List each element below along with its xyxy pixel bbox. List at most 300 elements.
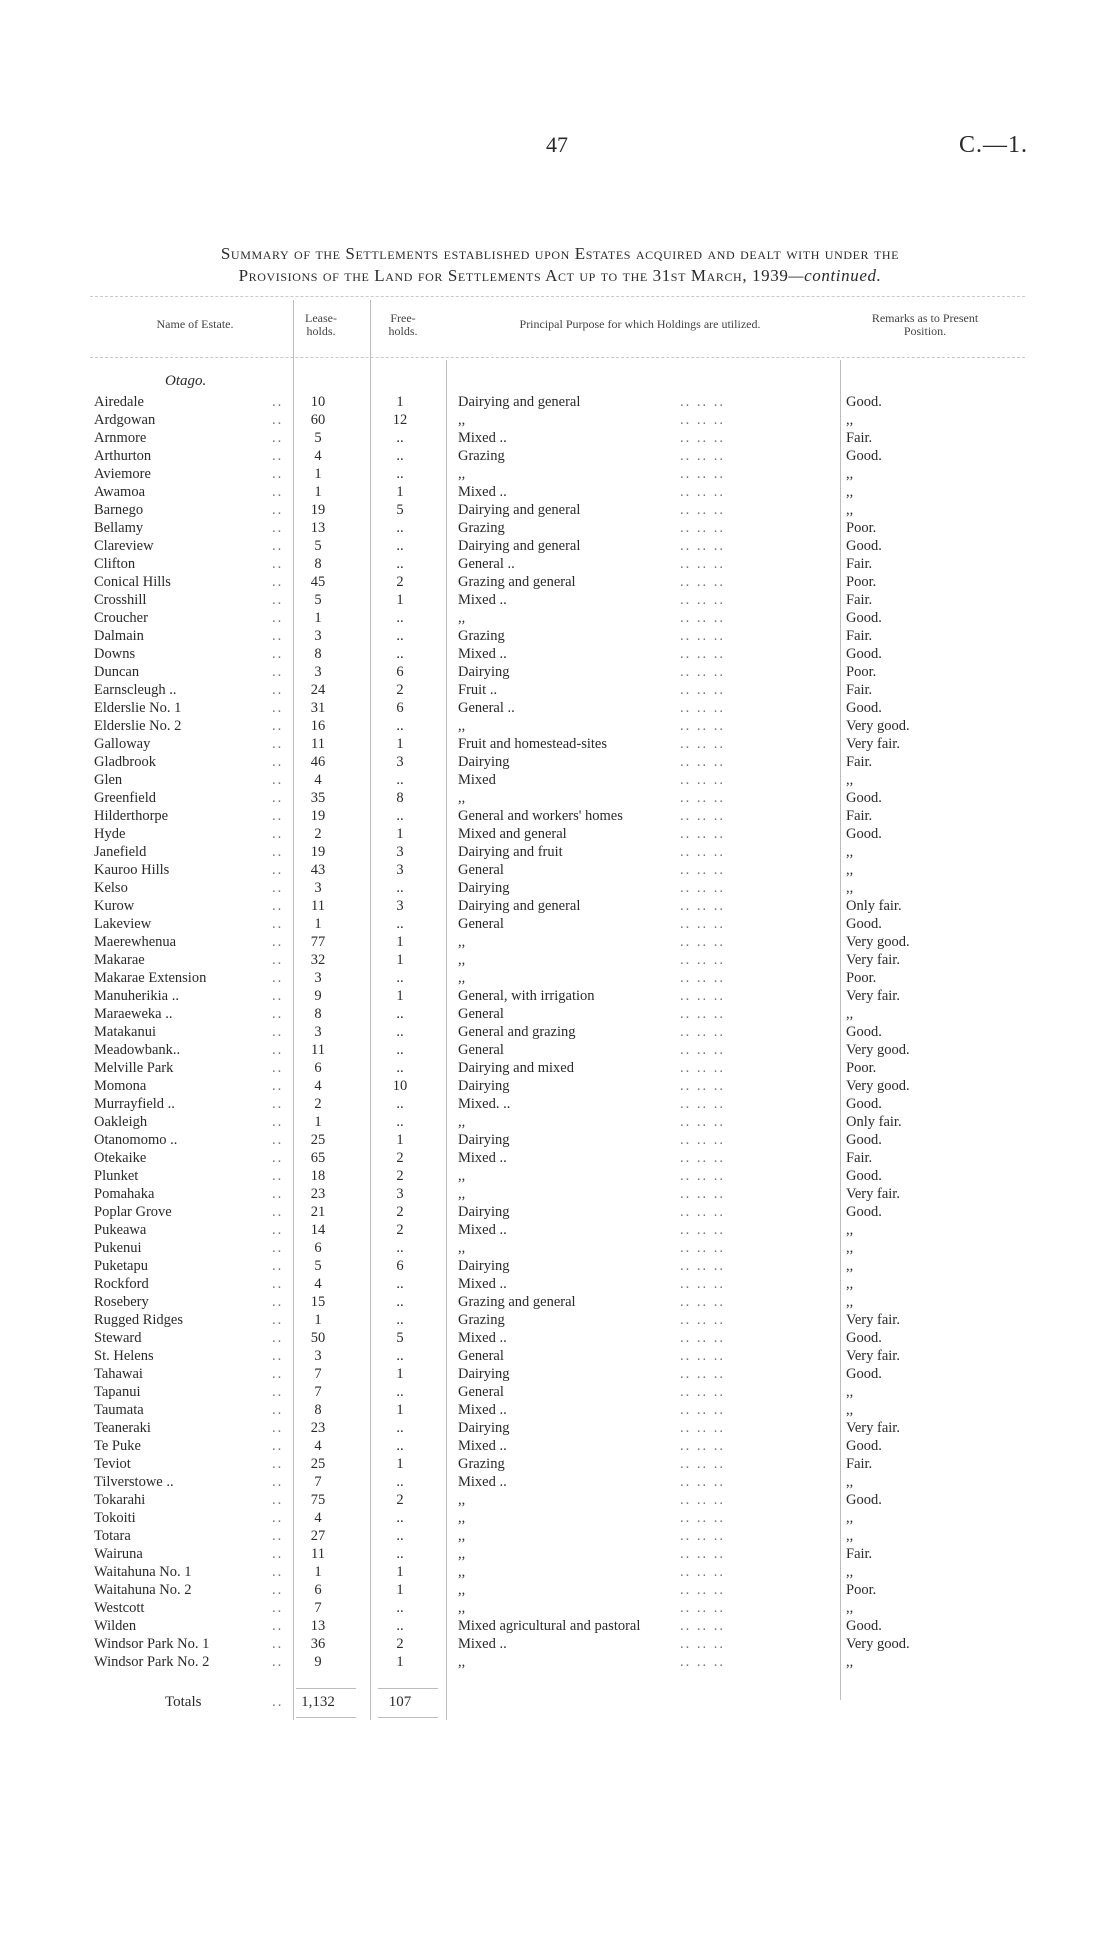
leader-dots: ..	[272, 1060, 284, 1076]
estate-name: Airedale	[94, 394, 144, 410]
leader-dots: .. .. ..	[680, 664, 725, 680]
leader-dots: ..	[272, 1312, 284, 1328]
leaseholds-cell: 1	[314, 610, 322, 626]
purpose-cell: ,,	[458, 412, 466, 428]
leader-dots: ..	[272, 1564, 284, 1580]
leader-dots: ..	[272, 1222, 284, 1238]
estate-name: Pukenui	[94, 1240, 142, 1256]
freeholds-cell: ..	[396, 1510, 404, 1526]
freeholds-cell: ..	[396, 772, 404, 788]
purpose-cell: Mixed ..	[458, 1474, 507, 1490]
leaseholds-cell: 16	[310, 718, 326, 734]
purpose-cell: Dairying and general	[458, 394, 581, 410]
remarks-cell: Good.	[846, 1618, 882, 1634]
estate-name: Clareview	[94, 538, 154, 554]
remarks-cell: Good.	[846, 1168, 882, 1184]
freeholds-cell: ..	[396, 916, 404, 932]
freeholds-cell: ..	[396, 1618, 404, 1634]
leaseholds-cell: 4	[314, 448, 322, 464]
table-row	[0, 1275, 1114, 1293]
remarks-cell: Fair.	[846, 1150, 873, 1166]
estate-name: Tapanui	[94, 1384, 141, 1400]
estates-table-body	[0, 393, 1114, 1671]
table-row	[0, 465, 1114, 483]
leader-dots: .. .. ..	[680, 1582, 725, 1598]
freeholds-cell: 1	[396, 988, 404, 1004]
leader-dots: ..	[272, 1474, 284, 1490]
freeholds-cell: 5	[396, 502, 404, 518]
leader-dots: ..	[272, 412, 284, 428]
leader-dots: ..	[272, 1294, 284, 1310]
table-row	[0, 735, 1114, 753]
purpose-cell: General and workers' homes	[458, 808, 623, 824]
leader-dots: .. .. ..	[680, 610, 725, 626]
freeholds-cell: 3	[396, 844, 404, 860]
estate-name: Bellamy	[94, 520, 144, 536]
table-row	[0, 411, 1114, 429]
table-row	[0, 1509, 1114, 1527]
leader-dots: ..	[272, 1006, 284, 1022]
estate-name: Murrayfield ..	[94, 1096, 175, 1112]
estate-name: Maerewhenua	[94, 934, 177, 950]
table-row	[0, 861, 1114, 879]
table-row	[0, 483, 1114, 501]
leader-dots: .. .. ..	[680, 970, 725, 986]
leader-dots: .. .. ..	[680, 682, 725, 698]
remarks-cell: ,,	[846, 1006, 854, 1022]
remarks-cell: Only fair.	[846, 898, 902, 914]
leaseholds-cell: 7	[314, 1600, 322, 1616]
estate-name: Greenfield	[94, 790, 156, 806]
estate-name: St. Helens	[94, 1348, 154, 1364]
table-row	[0, 843, 1114, 861]
purpose-cell: ,,	[458, 1564, 466, 1580]
leader-dots: ..	[272, 1096, 284, 1112]
leaseholds-cell: 6	[314, 1240, 322, 1256]
estate-name: Hilderthorpe	[94, 808, 169, 824]
leaseholds-cell: 1	[314, 1114, 322, 1130]
table-row	[0, 663, 1114, 681]
table-row	[0, 1365, 1114, 1383]
purpose-cell: Grazing and general	[458, 1294, 576, 1310]
purpose-cell: Mixed agricultural and pastoral	[458, 1618, 641, 1634]
freeholds-cell: ..	[396, 1438, 404, 1454]
leader-dots: ..	[272, 1348, 284, 1364]
leader-dots: .. .. ..	[680, 1114, 725, 1130]
leaseholds-cell: 27	[310, 1528, 326, 1544]
table-row	[0, 897, 1114, 915]
estate-name: Rockford	[94, 1276, 149, 1292]
table-row	[0, 1653, 1114, 1671]
leader-dots: ..	[272, 1420, 284, 1436]
col-head-remarks: Remarks as to Present Position.	[871, 311, 979, 338]
estate-name: Waitahuna No. 1	[94, 1564, 192, 1580]
estate-name: Melville Park	[94, 1060, 174, 1076]
purpose-cell: ,,	[458, 1600, 466, 1616]
remarks-cell: ,,	[846, 1564, 854, 1580]
leaseholds-cell: 24	[310, 682, 326, 698]
leader-dots: .. .. ..	[680, 1600, 725, 1616]
purpose-cell: Dairying and fruit	[458, 844, 563, 860]
leader-dots: ..	[272, 1654, 284, 1670]
remarks-cell: Good.	[846, 646, 882, 662]
table-row	[0, 1329, 1114, 1347]
purpose-cell: ,,	[458, 1492, 466, 1508]
purpose-cell: Dairying	[458, 1204, 510, 1220]
leader-dots: .. .. ..	[680, 1204, 725, 1220]
leaseholds-cell: 5	[314, 1258, 322, 1274]
leader-dots: .. .. ..	[680, 1240, 725, 1256]
estate-name: Otekaike	[94, 1150, 147, 1166]
purpose-cell: Dairying	[458, 664, 510, 680]
leader-dots: .. .. ..	[680, 844, 725, 860]
freeholds-cell: 1	[396, 1402, 404, 1418]
leader-dots: ..	[272, 826, 284, 842]
table-row	[0, 645, 1114, 663]
totals-label: Totals	[165, 1694, 202, 1710]
leader-dots: .. .. ..	[680, 1150, 725, 1166]
leaseholds-cell: 19	[310, 808, 326, 824]
leader-dots: ..	[272, 1330, 284, 1346]
leader-dots: .. .. ..	[680, 430, 725, 446]
freeholds-cell: ..	[396, 1312, 404, 1328]
table-row	[0, 1059, 1114, 1077]
leader-dots: ..	[272, 862, 284, 878]
freeholds-cell: 2	[396, 1204, 404, 1220]
freeholds-cell: ..	[396, 808, 404, 824]
remarks-cell: ,,	[846, 880, 854, 896]
freeholds-cell: ..	[396, 430, 404, 446]
purpose-cell: General	[458, 1042, 504, 1058]
leader-dots: .. .. ..	[680, 1078, 725, 1094]
estate-name: Puketapu	[94, 1258, 148, 1274]
leader-dots: ..	[272, 952, 284, 968]
leaseholds-cell: 21	[310, 1204, 326, 1220]
remarks-cell: Good.	[846, 1366, 882, 1382]
table-row	[0, 1527, 1114, 1545]
freeholds-cell: ..	[396, 556, 404, 572]
remarks-cell: Very fair.	[846, 1186, 900, 1202]
leader-dots: .. .. ..	[680, 1456, 725, 1472]
leader-dots: .. .. ..	[680, 1060, 725, 1076]
leaseholds-cell: 31	[310, 700, 326, 716]
estate-name: Kurow	[94, 898, 135, 914]
remarks-cell: Good.	[846, 1132, 882, 1148]
leader-dots: .. .. ..	[680, 1168, 725, 1184]
estate-name: Wairuna	[94, 1546, 143, 1562]
freeholds-cell: ..	[396, 538, 404, 554]
estate-name: Plunket	[94, 1168, 139, 1184]
leader-dots: .. .. ..	[680, 1024, 725, 1040]
purpose-cell: Dairying	[458, 880, 510, 896]
estate-name: Rosebery	[94, 1294, 149, 1310]
freeholds-cell: 2	[396, 1636, 404, 1652]
table-row	[0, 1023, 1114, 1041]
estate-name: Steward	[94, 1330, 142, 1346]
estate-name: Ardgowan	[94, 412, 156, 428]
purpose-cell: Grazing	[458, 628, 505, 644]
leader-dots: .. .. ..	[680, 1006, 725, 1022]
leader-dots: ..	[272, 718, 284, 734]
estate-name: Teaneraki	[94, 1420, 151, 1436]
freeholds-cell: ..	[396, 970, 404, 986]
remarks-cell: Good.	[846, 538, 882, 554]
leader-dots: .. .. ..	[680, 520, 725, 536]
leader-dots: .. .. ..	[680, 808, 725, 824]
estate-name: Elderslie No. 1	[94, 700, 182, 716]
leaseholds-cell: 1	[314, 484, 322, 500]
leaseholds-cell: 4	[314, 1438, 322, 1454]
freeholds-cell: 2	[396, 1492, 404, 1508]
leaseholds-cell: 7	[314, 1384, 322, 1400]
freeholds-cell: ..	[396, 610, 404, 626]
leaseholds-cell: 35	[310, 790, 326, 806]
leaseholds-cell: 50	[310, 1330, 326, 1346]
header-top-rule	[90, 296, 1025, 297]
freeholds-cell: 12	[392, 412, 408, 428]
leader-dots: .. .. ..	[680, 718, 725, 734]
remarks-cell: ,,	[846, 1402, 854, 1418]
purpose-cell: ,,	[458, 466, 466, 482]
leader-dots: ..	[272, 1204, 284, 1220]
table-row	[0, 1203, 1114, 1221]
leaseholds-cell: 1	[314, 466, 322, 482]
leaseholds-cell: 25	[310, 1456, 326, 1472]
estate-name: Glen	[94, 772, 123, 788]
leader-dots: .. .. ..	[680, 1096, 725, 1112]
remarks-cell: Good.	[846, 610, 882, 626]
freeholds-cell: ..	[396, 1114, 404, 1130]
table-row	[0, 1221, 1114, 1239]
page-number: 47	[546, 132, 568, 157]
estate-name: Conical Hills	[94, 574, 171, 590]
header-bottom-rule	[90, 357, 1025, 358]
estate-name: Pukeawa	[94, 1222, 147, 1238]
table-row	[0, 591, 1114, 609]
table-row	[0, 519, 1114, 537]
leader-dots: ..	[272, 754, 284, 770]
remarks-cell: Good.	[846, 1438, 882, 1454]
freeholds-cell: ..	[396, 1042, 404, 1058]
table-row	[0, 447, 1114, 465]
freeholds-cell: ..	[396, 628, 404, 644]
leader-dots: .. .. ..	[680, 952, 725, 968]
estate-name: Crosshill	[94, 592, 147, 608]
freeholds-cell: ..	[396, 1024, 404, 1040]
purpose-cell: Mixed ..	[458, 1150, 507, 1166]
purpose-cell: Mixed ..	[458, 1330, 507, 1346]
purpose-cell: Fruit and homestead-sites	[458, 736, 608, 752]
freeholds-cell: 6	[396, 1258, 404, 1274]
remarks-cell: Fair.	[846, 682, 873, 698]
leader-dots: .. .. ..	[680, 1186, 725, 1202]
leaseholds-cell: 7	[314, 1366, 322, 1382]
leader-dots: ..	[272, 898, 284, 914]
leader-dots: ..	[272, 970, 284, 986]
table-row	[0, 1311, 1114, 1329]
remarks-cell: Good.	[846, 1492, 882, 1508]
title-line-2-text: Provisions of the Land for Settlements Act up to the 31st March, 1939	[238, 266, 789, 285]
estate-name: Meadowbank..	[94, 1042, 181, 1058]
leaseholds-cell: 36	[310, 1636, 326, 1652]
estate-name: Kauroo Hills	[94, 862, 170, 878]
remarks-cell: ,,	[846, 466, 854, 482]
remarks-cell: Good.	[846, 1204, 882, 1220]
estate-name: Matakanui	[94, 1024, 157, 1040]
table-row	[0, 1131, 1114, 1149]
remarks-cell: ,,	[846, 412, 854, 428]
leader-dots: ..	[272, 916, 284, 932]
estate-name: Hyde	[94, 826, 126, 842]
table-row	[0, 789, 1114, 807]
purpose-cell: Mixed ..	[458, 592, 507, 608]
leaseholds-cell: 6	[314, 1060, 322, 1076]
remarks-cell: Fair.	[846, 556, 873, 572]
purpose-cell: ,,	[458, 610, 466, 626]
purpose-cell: Mixed ..	[458, 1276, 507, 1292]
estate-name: Waitahuna No. 2	[94, 1582, 192, 1598]
table-row	[0, 429, 1114, 447]
estate-name: Elderslie No. 2	[94, 718, 182, 734]
estate-name: Clifton	[94, 556, 136, 572]
purpose-cell: General	[458, 1348, 504, 1364]
table-row	[0, 1599, 1114, 1617]
freeholds-cell: ..	[396, 1600, 404, 1616]
totals-underline-free	[378, 1717, 438, 1718]
leaseholds-cell: 4	[314, 1510, 322, 1526]
freeholds-cell: ..	[396, 1420, 404, 1436]
purpose-cell: ,,	[458, 1114, 466, 1130]
remarks-cell: Fair.	[846, 628, 873, 644]
leader-dots: .. .. ..	[680, 1312, 725, 1328]
estate-name: Arnmore	[94, 430, 147, 446]
estate-name: Kelso	[94, 880, 128, 896]
remarks-cell: Good.	[846, 1024, 882, 1040]
estate-name: Pomahaka	[94, 1186, 155, 1202]
leader-dots: ..	[272, 1240, 284, 1256]
leader-dots: ..	[272, 520, 284, 536]
leader-dots: .. .. ..	[680, 1384, 725, 1400]
leaseholds-cell: 9	[314, 1654, 322, 1670]
leader-dots: ..	[272, 808, 284, 824]
leaseholds-cell: 14	[310, 1222, 326, 1238]
leader-dots: ..	[272, 1582, 284, 1598]
document-code: C.—1.	[958, 132, 1028, 158]
table-row	[0, 1257, 1114, 1275]
leader-dots: ..	[272, 790, 284, 806]
leaseholds-cell: 1	[314, 1564, 322, 1580]
leader-dots: ..	[272, 682, 284, 698]
leader-dots: .. .. ..	[680, 1348, 725, 1364]
leader-dots: .. .. ..	[680, 538, 725, 554]
totals-rule-lease	[296, 1688, 356, 1689]
remarks-cell: Good.	[846, 826, 882, 842]
freeholds-cell: 1	[396, 1456, 404, 1472]
estate-name: Barnego	[94, 502, 144, 518]
freeholds-cell: 1	[396, 826, 404, 842]
purpose-cell: General	[458, 1384, 504, 1400]
leader-dots: .. .. ..	[680, 592, 725, 608]
leader-dots: .. .. ..	[680, 1654, 725, 1670]
leader-dots: .. .. ..	[680, 466, 725, 482]
leader-dots: .. .. ..	[680, 772, 725, 788]
title-line-2	[60, 265, 1060, 287]
leaseholds-cell: 8	[314, 646, 322, 662]
leader-dots: ..	[272, 1618, 284, 1634]
leader-dots: ..	[272, 430, 284, 446]
remarks-cell: Fair.	[846, 592, 873, 608]
purpose-cell: Grazing	[458, 520, 505, 536]
purpose-cell: Dairying and mixed	[458, 1060, 574, 1076]
leader-dots: ..	[272, 1402, 284, 1418]
table-row	[0, 1185, 1114, 1203]
remarks-cell: ,,	[846, 1222, 854, 1238]
estate-name: Maraeweka ..	[94, 1006, 173, 1022]
leaseholds-cell: 43	[310, 862, 326, 878]
freeholds-cell: 1	[396, 952, 404, 968]
totals-leader-dots: ..	[272, 1694, 284, 1710]
remarks-cell: Good.	[846, 1330, 882, 1346]
leader-dots: ..	[272, 592, 284, 608]
leader-dots: ..	[272, 1366, 284, 1382]
leaseholds-cell: 18	[310, 1168, 326, 1184]
leader-dots: ..	[272, 1456, 284, 1472]
estate-name: Downs	[94, 646, 136, 662]
purpose-cell: Dairying	[458, 1420, 510, 1436]
remarks-cell: ,,	[846, 484, 854, 500]
estate-name: Tokoiti	[94, 1510, 136, 1526]
remarks-cell: ,,	[846, 1258, 854, 1274]
leader-dots: .. .. ..	[680, 448, 725, 464]
remarks-cell: Very fair.	[846, 952, 900, 968]
estate-name: Momona	[94, 1078, 147, 1094]
leaseholds-cell: 65	[310, 1150, 326, 1166]
remarks-cell: ,,	[846, 1510, 854, 1526]
estate-name: Makarae	[94, 952, 145, 968]
leader-dots: .. .. ..	[680, 862, 725, 878]
purpose-cell: General and grazing	[458, 1024, 576, 1040]
estate-name: Gladbrook	[94, 754, 157, 770]
leader-dots: ..	[272, 466, 284, 482]
leader-dots: .. .. ..	[680, 628, 725, 644]
freeholds-cell: ..	[396, 1474, 404, 1490]
leaseholds-cell: 19	[310, 502, 326, 518]
table-row	[0, 987, 1114, 1005]
leader-dots: ..	[272, 538, 284, 554]
leaseholds-cell: 3	[314, 664, 322, 680]
table-row	[0, 1581, 1114, 1599]
purpose-cell: Dairying	[458, 1258, 510, 1274]
leader-dots: ..	[272, 664, 284, 680]
table-row	[0, 915, 1114, 933]
purpose-cell: Grazing	[458, 448, 505, 464]
freeholds-cell: 8	[396, 790, 404, 806]
purpose-cell: Mixed ..	[458, 484, 507, 500]
col-head-leaseholds: Lease-holds.	[305, 311, 337, 338]
leaseholds-cell: 1	[314, 916, 322, 932]
leader-dots: .. .. ..	[680, 934, 725, 950]
purpose-cell: General	[458, 862, 504, 878]
leader-dots: ..	[272, 610, 284, 626]
freeholds-cell: ..	[396, 466, 404, 482]
leader-dots: ..	[272, 556, 284, 572]
remarks-cell: Poor.	[846, 664, 877, 680]
leader-dots: ..	[272, 1276, 284, 1292]
leader-dots: ..	[272, 1114, 284, 1130]
leader-dots: ..	[272, 1528, 284, 1544]
leader-dots: .. .. ..	[680, 484, 725, 500]
remarks-cell: Poor.	[846, 970, 877, 986]
